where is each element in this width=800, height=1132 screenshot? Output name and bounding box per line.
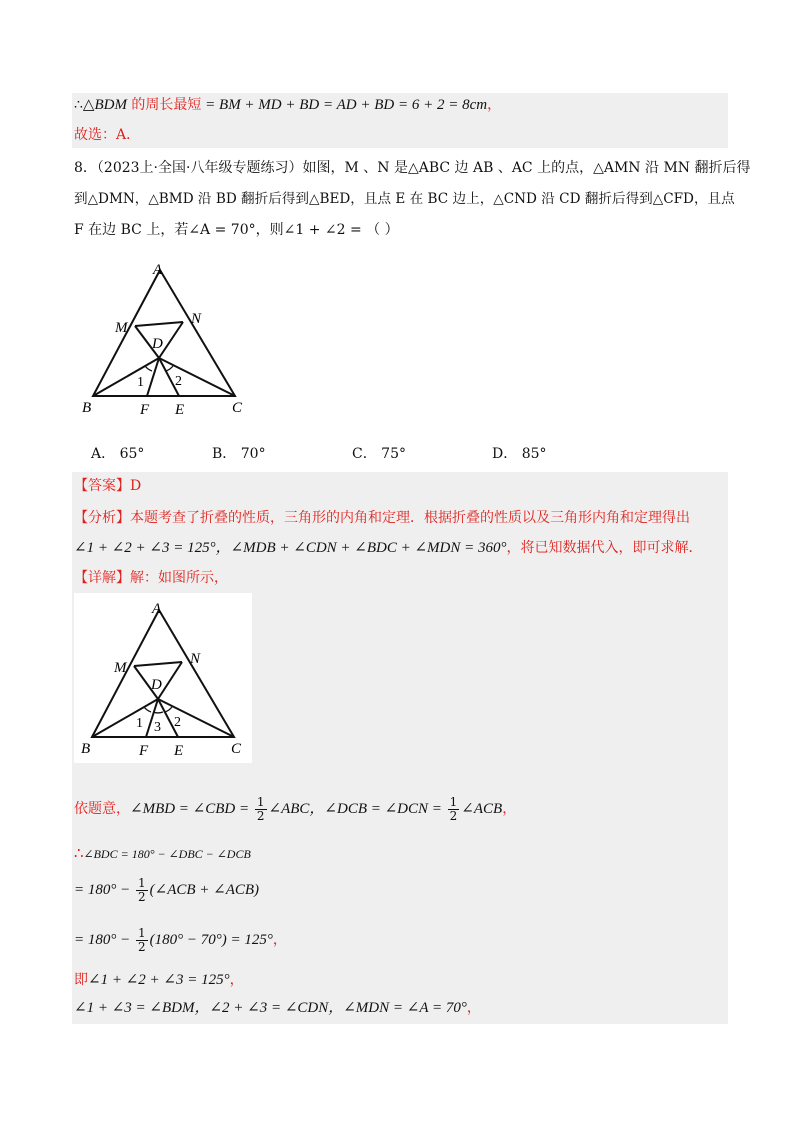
solution-line-6: ∠1 + ∠3 = ∠BDM，∠2 + ∠3 = ∠CDN，∠MDN = ∠A = 70°， <box>74 1000 481 1016</box>
prev-choice-line: 故选：A． <box>74 127 141 143</box>
question-number: 8． <box>74 160 97 176</box>
detail-line: 【详解】解：如图所示， <box>74 570 228 586</box>
analysis-line-2: ∠1 + ∠2 + ∠3 = 125°，∠MDB + ∠CDN + ∠BDC + ∠MDN = 360°，将已知数据代入，即可求解． <box>74 540 703 556</box>
fig1-label-N: N <box>191 311 202 327</box>
fig2-label-2: 2 <box>174 715 181 730</box>
triangle-figure-1 <box>75 258 255 418</box>
detail-tag: 【详解】 <box>74 570 130 586</box>
fig2-label-C: C <box>231 741 242 757</box>
question-line-3: F 在边 BC 上，若∠A = 70°，则∠1 + ∠2 = （ ） <box>74 222 399 238</box>
half-fraction-4: $\frac{1}{2}$ <box>138 925 146 954</box>
answer-value: D <box>130 478 142 494</box>
question-line-1: 8．（2023上·全国·八年级专题练习）如图，M 、N 是△ABC 边 AB 、AC 上的点，△AMN 沿 MN 翻折后得 <box>74 160 751 176</box>
analysis-line-1: 【分析】本题考查了折叠的性质，三角形的内角和定理．根据折叠的性质以及三角形内角和定理得出 <box>74 510 690 526</box>
fig1-label-B: B <box>82 400 92 416</box>
solution-line-1: 依题意，∠MBD = ∠CBD = $\frac{1}{2}$ ∠ABC，∠DCB = ∠DCN = $\frac{1}{2}$ ∠ACB， <box>74 794 517 823</box>
option-a[interactable]: A． 65° <box>91 446 145 462</box>
option-c[interactable]: C． 75° <box>352 446 406 462</box>
solution-line-2: ∴∠BDC = 180° − ∠DBC − ∠DCB <box>74 844 251 862</box>
half-fraction-2: $\frac{1}{2}$ <box>449 794 458 823</box>
fig1-label-M: M <box>115 320 128 336</box>
fig1-label-A: A <box>153 262 163 278</box>
question-source: （2023上·全国·八年级专题练习） <box>96 160 303 176</box>
option-b[interactable]: B． 70° <box>212 446 266 462</box>
fig2-label-D: D <box>151 677 162 693</box>
fig1-label-F: F <box>140 402 150 418</box>
fig2-label-N: N <box>190 651 201 667</box>
fig2-label-1: 1 <box>136 716 143 731</box>
solution-line-4: = 180° − $\frac{1}{2}$ (180° − 70°) = 125°， <box>74 925 287 954</box>
fig2-label-M: M <box>114 660 127 676</box>
fig1-label-E: E <box>175 402 185 418</box>
prev-conclusion-line: ∴△BDM 的周长最短 = BM + MD + BD = AD + BD = 6 + 2 = 8cm， <box>74 97 502 113</box>
fig1-label-D: D <box>152 336 163 352</box>
fig2-label-3: 3 <box>154 720 161 735</box>
fig2-label-F: F <box>139 743 149 759</box>
fig1-label-2: 2 <box>175 374 182 389</box>
fig2-label-B: B <box>81 741 91 757</box>
half-fraction-3: $\frac{1}{2}$ <box>138 875 146 904</box>
triangle-figure-2 <box>74 596 254 760</box>
question-line-2: 到△DMN，△BMD 沿 BD 翻折后得到△BED，且点 E 在 BC 边上，△CND 沿 CD 翻折后得到△CFD，且点 <box>74 191 735 207</box>
half-fraction-1: $\frac{1}{2}$ <box>256 794 265 823</box>
answer-tag: 【答案】 <box>74 478 130 494</box>
fig1-label-C: C <box>232 400 243 416</box>
fig2-label-A: A <box>152 601 162 617</box>
solution-line-5: 即∠1 + ∠2 + ∠3 = 125°， <box>74 972 244 988</box>
fig2-label-E: E <box>174 743 184 759</box>
answer-line <box>74 476 141 496</box>
option-d[interactable]: D． 85° <box>492 446 547 462</box>
analysis-tag: 【分析】 <box>74 510 130 526</box>
fig1-label-1: 1 <box>137 375 144 390</box>
solution-line-3: = 180° − $\frac{1}{2}$ (∠ACB + ∠ACB) <box>74 875 260 904</box>
